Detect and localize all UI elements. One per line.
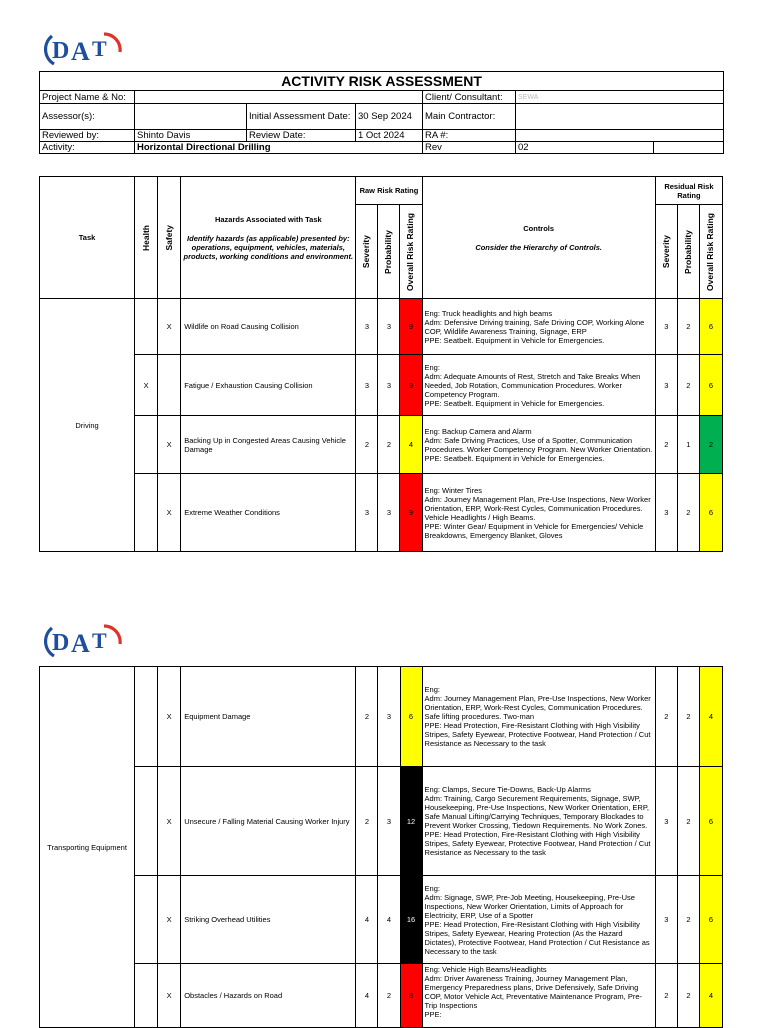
review-date-value: 1 Oct 2024 xyxy=(356,130,423,142)
table-row xyxy=(40,416,723,474)
residual-severity-cell: 3 xyxy=(655,355,677,416)
col-raw-risk: Raw Risk Rating xyxy=(356,177,422,205)
controls-cell: Eng: Adm: Journey Management Plan, Pre-Use Inspections, New Worker Orientation, ERP, Work-Rest Cycles, Communication Procedures. Safe lifting procedures. Two-man PPE: Head Protection, Fire-Resistant Clothing with High Visibility Stripes, Safety Eyewear, Protective Footwear, Hand Protection / Cut Resistance as Necessary to the task xyxy=(422,667,655,767)
svg-text:D: D xyxy=(52,38,70,64)
svg-text:T: T xyxy=(92,628,107,653)
residual-probability-cell: 2 xyxy=(677,667,699,767)
hazard-cell: Unsecure / Falling Material Causing Worker Injury xyxy=(181,767,356,876)
col-residual-overall: Overall Risk Rating xyxy=(699,205,722,299)
assessor-value xyxy=(135,104,247,130)
severity-cell: 3 xyxy=(356,474,378,552)
safety-cell: X xyxy=(158,416,181,474)
initial-date-label: Initial Assessment Date: xyxy=(247,104,356,130)
table-row xyxy=(40,876,723,964)
residual-overall-cell: 6 xyxy=(699,355,722,416)
main-contractor-value xyxy=(516,104,724,130)
col-overall: Overall Risk Rating xyxy=(400,205,422,299)
severity-cell: 2 xyxy=(356,416,378,474)
residual-overall-cell: 6 xyxy=(699,876,722,964)
residual-overall-cell: 4 xyxy=(699,667,722,767)
controls-cell: Eng: Winter Tires Adm: Journey Management Plan, Pre-Use Inspections, New Worker Orientation, ERP, Work-Rest Cycles, Communication Procedures. Vehicle Headlights / High Beams. PPE: Winter Gear/ Equipment in Vehicle for Emergencies/ Vehicle Breakdowns, Emergency Blanket, Gloves xyxy=(422,474,655,552)
safety-cell: X xyxy=(158,964,181,1028)
residual-overall-cell: 6 xyxy=(699,767,722,876)
activity-value: Horizontal Directional Drilling xyxy=(135,142,423,154)
residual-severity-cell: 3 xyxy=(655,767,677,876)
residual-severity-cell: 2 xyxy=(655,416,677,474)
safety-cell: X xyxy=(158,474,181,552)
safety-cell: X xyxy=(158,767,181,876)
safety-cell: X xyxy=(158,876,181,964)
health-cell xyxy=(135,876,158,964)
col-residual-risk: Residual Risk Rating xyxy=(655,177,722,205)
rev-value: 02 xyxy=(516,142,654,154)
svg-text:A: A xyxy=(71,629,90,658)
residual-severity-cell: 3 xyxy=(655,876,677,964)
col-task: Task xyxy=(40,177,135,299)
risk-table-1 xyxy=(39,176,723,552)
dat-logo xyxy=(42,620,128,660)
residual-probability-cell: 2 xyxy=(677,299,699,355)
assessor-label: Assessor(s): xyxy=(40,104,135,130)
review-date-label: Review Date: xyxy=(247,130,356,142)
task-cell: Transporting Equipment xyxy=(40,667,135,1028)
ra-no-label: RA #: xyxy=(423,130,516,142)
overall-cell: 9 xyxy=(400,355,422,416)
dat-logo xyxy=(42,28,128,68)
header-table xyxy=(39,71,724,154)
task-cell: Driving xyxy=(40,299,135,552)
residual-probability-cell: 2 xyxy=(677,964,699,1028)
health-cell: X xyxy=(135,355,158,416)
probability-cell: 3 xyxy=(378,767,400,876)
rev-blank xyxy=(654,142,724,154)
residual-overall-cell: 6 xyxy=(699,299,722,355)
severity-cell: 2 xyxy=(356,667,378,767)
hazard-cell: Backing Up in Congested Areas Causing Vehicle Damage xyxy=(181,416,356,474)
initial-date-value: 30 Sep 2024 xyxy=(356,104,423,130)
hazard-cell: Fatigue / Exhaustion Causing Collision xyxy=(181,355,356,416)
probability-cell: 2 xyxy=(378,416,400,474)
overall-cell: 9 xyxy=(400,474,422,552)
controls-cell: Eng: Vehicle High Beams/Headlights Adm: Driver Awareness Training, Journey Management Plan, Emergency Preparedness plans, Drive Defensively, Safe Driving COP, Motor Vehicle Act, Preventative Maintenance Program, Pre-Trip Inspections PPE: xyxy=(422,964,655,1028)
client-label: Client/ Consultant: xyxy=(423,91,516,104)
col-severity: Severity xyxy=(356,205,378,299)
residual-probability-cell: 2 xyxy=(677,474,699,552)
probability-cell: 2 xyxy=(378,964,400,1028)
reviewed-by-value: Shinto Davis xyxy=(135,130,247,142)
project-label: Project Name & No: xyxy=(40,91,135,104)
col-probability: Probability xyxy=(378,205,400,299)
health-cell xyxy=(135,299,158,355)
severity-cell: 2 xyxy=(356,767,378,876)
reviewed-by-label: Reviewed by: xyxy=(40,130,135,142)
risk-table-2 xyxy=(39,666,723,1028)
table-row xyxy=(40,355,723,416)
overall-cell: 4 xyxy=(400,416,422,474)
overall-cell: 12 xyxy=(400,767,422,876)
controls-cell: Eng: Clamps, Secure Tie-Downs, Back-Up Alarms Adm: Training, Cargo Securement Requirements, Signage, SWP, Housekeeping, Pre-Use Inspections, New Worker Orientation, ERP, Safe Manual Lifting/Carrying Techniques, Temporary Blockades to Prevent Worker Crossing, Tiedown Requirements. No Work Zones. PPE: Head Protection, Fire-Resistant Clothing with High Visibility Stripes, Safety Eyewear, Protective Footwear, Hand Protection / Cut Resistance as Necessary to the task xyxy=(422,767,655,876)
hazard-cell: Extreme Weather Conditions xyxy=(181,474,356,552)
safety-cell xyxy=(158,355,181,416)
rev-label: Rev xyxy=(423,142,516,154)
health-cell xyxy=(135,416,158,474)
ra-no-value xyxy=(516,130,724,142)
residual-overall-cell: 4 xyxy=(699,964,722,1028)
probability-cell: 3 xyxy=(378,299,400,355)
page-title: ACTIVITY RISK ASSESSMENT xyxy=(40,72,724,91)
table-row xyxy=(40,474,723,552)
residual-severity-cell: 3 xyxy=(655,299,677,355)
col-safety: Safety xyxy=(158,177,181,299)
residual-severity-cell: 3 xyxy=(655,474,677,552)
probability-cell: 3 xyxy=(378,667,400,767)
probability-cell: 4 xyxy=(378,876,400,964)
hazard-cell: Obstacles / Hazards on Road xyxy=(181,964,356,1028)
health-cell xyxy=(135,767,158,876)
probability-cell: 3 xyxy=(378,474,400,552)
project-value xyxy=(135,91,423,104)
residual-overall-cell: 6 xyxy=(699,474,722,552)
client-value: SEWA xyxy=(516,91,724,104)
col-residual-probability: Probability xyxy=(677,205,699,299)
table-row xyxy=(40,667,723,767)
health-cell xyxy=(135,964,158,1028)
controls-cell: Eng: Adm: Signage, SWP, Pre-Job Meeting, Housekeeping, Pre-Use Inspections, New Worker Orientation, Limits of Approach for Electricity, ERP, Use of a Spotter PPE: Head Protection, Fire-Resistant Clothing with High Visibility Stripes, Safety Eyewear, Hearing Protection (As the Hazard Dictates), Protective Footwear, Hand Protection / Cut Resistance as Necessary to the task xyxy=(422,876,655,964)
health-cell xyxy=(135,474,158,552)
controls-cell: Eng: Adm: Adequate Amounts of Rest, Stretch and Take Breaks When Needed, Job Rotation, Communication Procedures. Worker Competency Program. PPE: Seatbelt. Equipment in Vehicle for Emergencies. xyxy=(422,355,655,416)
residual-probability-cell: 2 xyxy=(677,767,699,876)
probability-cell: 3 xyxy=(378,355,400,416)
overall-cell: 8 xyxy=(400,964,422,1028)
residual-overall-cell: 2 xyxy=(699,416,722,474)
table-row xyxy=(40,299,723,355)
hazard-cell: Wildlife on Road Causing Collision xyxy=(181,299,356,355)
overall-cell: 9 xyxy=(400,299,422,355)
col-residual-severity: Severity xyxy=(655,205,677,299)
hazard-cell: Equipment Damage xyxy=(181,667,356,767)
controls-cell: Eng: Truck headlights and high beams Adm: Defensive Driving training, Safe Driving COP, Working Alone COP, Wildlife Awareness Training, Signage, ERP PPE: Seatbelt. Equipment in Vehicle for Emergencies. xyxy=(422,299,655,355)
main-contractor-label: Main Contractor: xyxy=(423,104,516,130)
safety-cell: X xyxy=(158,299,181,355)
table-row xyxy=(40,767,723,876)
residual-probability-cell: 1 xyxy=(677,416,699,474)
svg-text:A: A xyxy=(71,37,90,66)
residual-probability-cell: 2 xyxy=(677,876,699,964)
activity-label: Activity: xyxy=(40,142,135,154)
svg-text:T: T xyxy=(92,36,107,61)
hazard-cell: Striking Overhead Utilities xyxy=(181,876,356,964)
severity-cell: 3 xyxy=(356,299,378,355)
residual-probability-cell: 2 xyxy=(677,355,699,416)
overall-cell: 6 xyxy=(400,667,422,767)
severity-cell: 4 xyxy=(356,876,378,964)
severity-cell: 4 xyxy=(356,964,378,1028)
controls-cell: Eng: Backup Camera and Alarm Adm: Safe Driving Practices, Use of a Spotter, Communication Procedures. Worker Competency Program. New Worker Orientation. PPE: Seatbelt. Equipment in Vehicle for Emergencies. xyxy=(422,416,655,474)
col-hazards: Hazards Associated with Task Identify hazards (as applicable) presented by: operations, equipment, vehicles, materials, products, working conditions and environment. xyxy=(181,177,356,299)
overall-cell: 16 xyxy=(400,876,422,964)
residual-severity-cell: 2 xyxy=(655,964,677,1028)
health-cell xyxy=(135,667,158,767)
severity-cell: 3 xyxy=(356,355,378,416)
table-row xyxy=(40,964,723,1028)
col-controls: Controls Consider the Hierarchy of Controls. xyxy=(422,177,655,299)
col-health: Health xyxy=(135,177,158,299)
svg-text:D: D xyxy=(52,630,70,656)
safety-cell: X xyxy=(158,667,181,767)
residual-severity-cell: 2 xyxy=(655,667,677,767)
